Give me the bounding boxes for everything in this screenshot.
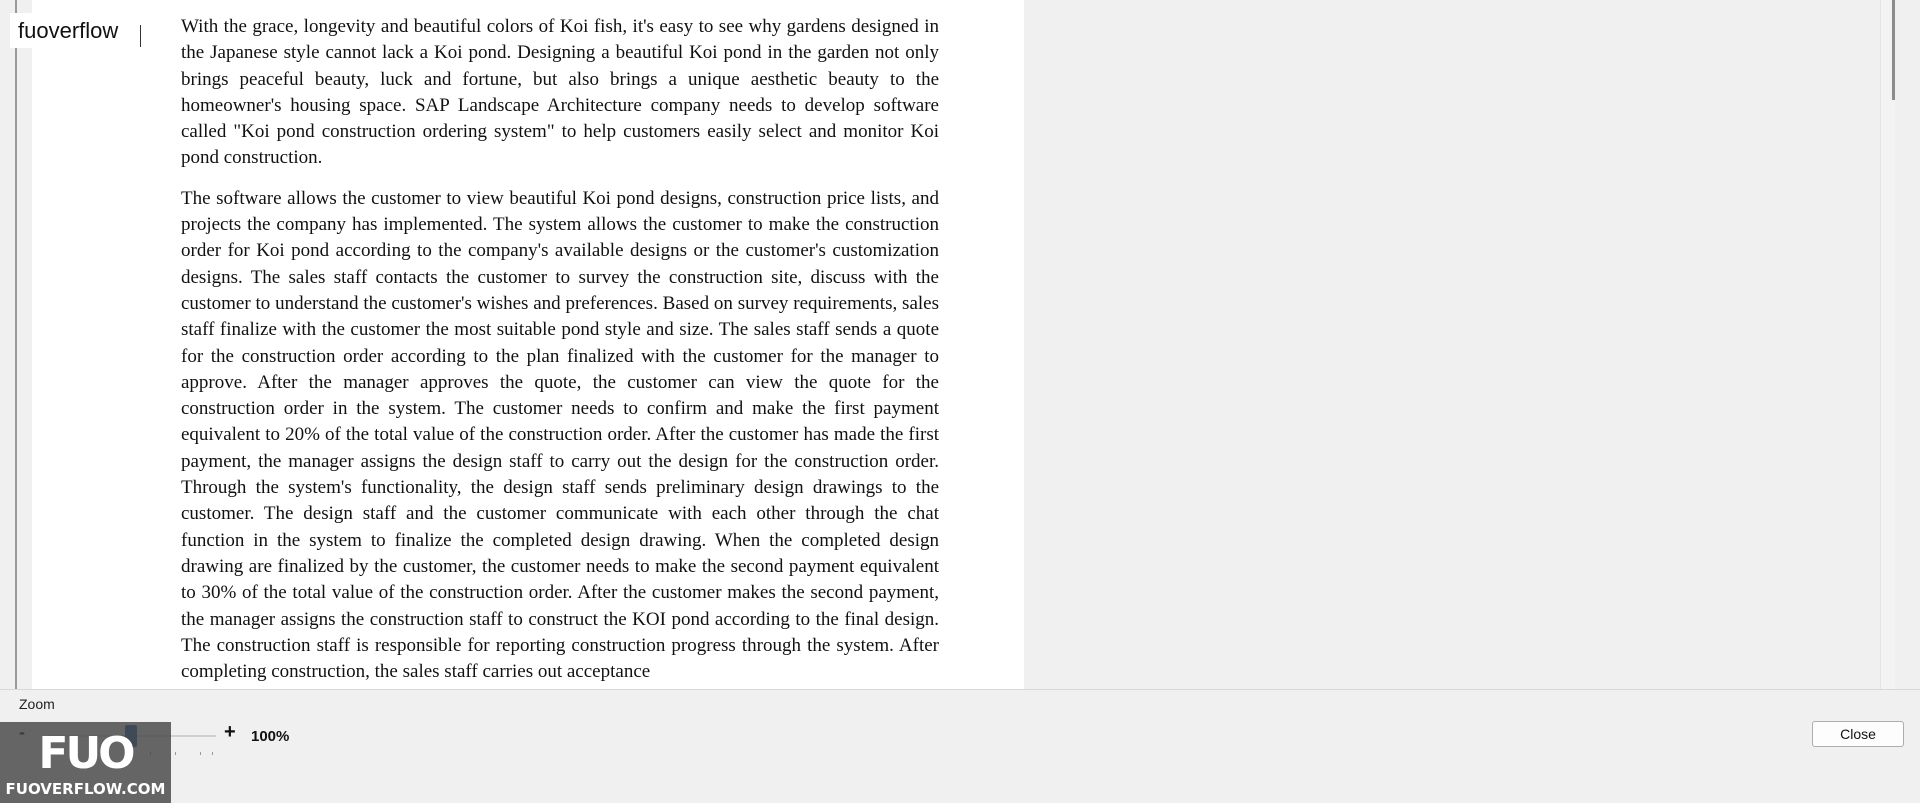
watermark-logo <box>0 722 171 803</box>
overlay-tag: fuoverflow <box>10 13 138 48</box>
watermark-site: FUOVERFLOW.COM <box>5 780 166 798</box>
toolbar-divider <box>0 689 1920 690</box>
paragraph-2: The software allows the customer to view beautiful Koi pond designs, construction price lists, and projects the company has implemented. The system allows the customer to make the construction order for Koi pond according to the company's available designs or the customer's customization designs. The sales staff contacts the customer to survey the construction site, discuss with the customer to understand the customer's wishes and preferences. Based on survey requirements, sales staff finalize with the customer the most suitable pond style and size. The sales staff sends a quote for the construction order according to the plan finalized with the customer for the manager to approve. After the manager approves the quote, the customer can view the quote for the construction order in the system. The customer needs to confirm and make the first payment equivalent to 20% of the total value of the construction order. After the customer has made the first payment, the manager assigns the design staff to carry out the design for the construction order. Through the system's functionality, the design staff sends preliminary design drawings to the customer. The design staff and the customer communicate with each other through the chat function in the system to finalize the completed design drawing. When the completed design drawing are finalized by the customer, the customer needs to make the second payment equivalent to 30% of the total value of the construction order. After the customer makes the second payment, the manager assigns the construction staff to construct the KOI pond according to the final design. The construction staff is responsible for reporting construction progress through the system. After completing construction, the sales staff carries out acceptance <box>181 187 939 683</box>
zoom-label: Zoom <box>19 696 55 712</box>
left-border <box>15 0 17 689</box>
vertical-scroll-thumb[interactable] <box>1892 0 1895 100</box>
paragraph-1: With the grace, longevity and beautiful colors of Koi fish, it's easy to see why gardens designed in the Japanese style cannot lack a Koi pond. Designing a beautiful Koi pond in the garden not only brings peaceful beauty, luck and fortune, but also brings a unique aesthetic beauty to the homeowner's housing space. SAP Landscape Architecture company needs to develop software called "Koi pond construction ordering system" to help customers easily select and monitor Koi pond construction. <box>181 16 939 169</box>
zoom-value: 100% <box>251 728 290 745</box>
vertical-scrollbar[interactable] <box>1880 0 1895 689</box>
watermark-logo-text: FUO <box>38 728 133 779</box>
zoom-in-button[interactable]: + <box>224 721 236 743</box>
document-page <box>32 0 1024 689</box>
close-button[interactable]: Close <box>1812 721 1904 747</box>
text-caret <box>140 25 141 47</box>
document-text <box>181 14 939 689</box>
